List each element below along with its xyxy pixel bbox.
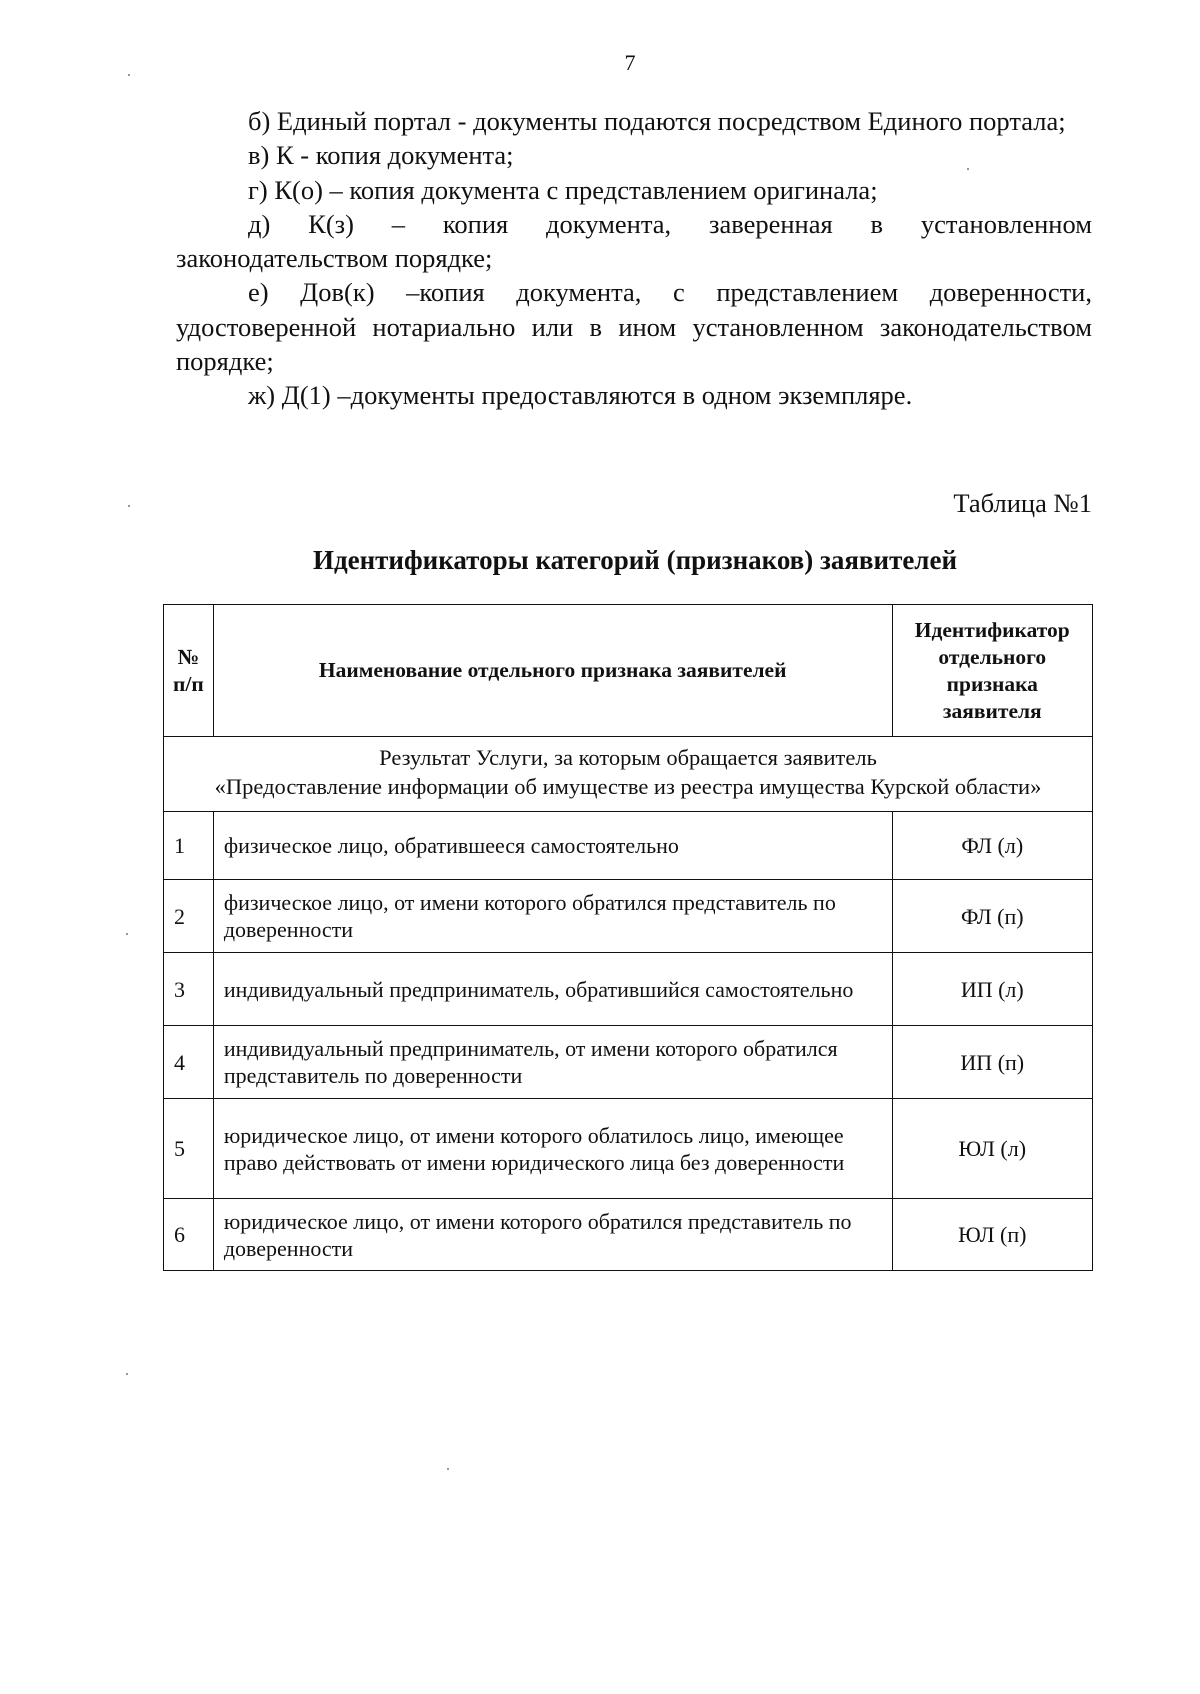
scan-speck [126, 1373, 128, 1375]
scan-speck [126, 933, 128, 935]
row-name: индивидуальный предприниматель, обратившийся самостоятельно [213, 953, 892, 1026]
table-row [164, 1026, 1093, 1099]
intro-text [176, 104, 1092, 413]
definition-d: д) К(з) – копия документа, заверенная в установленном законодательством порядке; [176, 208, 1092, 274]
section-row [164, 737, 1093, 812]
table-row [164, 880, 1093, 953]
table-row [164, 953, 1093, 1026]
section-cell [164, 737, 1093, 812]
section-line-2: «Предоставление информации об имуществе из реестра имущества Курской области» [214, 774, 1042, 799]
table-caption: Таблица №1 [953, 488, 1092, 518]
table-row [164, 1099, 1093, 1199]
header-num: № п/п [164, 605, 214, 737]
definition-e: е) Дов(к) –копия документа, с представлением доверенности, удостоверенной нотариально или в ином установленном законодательством порядке; [176, 277, 1092, 377]
row-name: юридическое лицо, от имени которого обратился представитель по доверенности [213, 1199, 892, 1271]
header-name: Наименование отдельного признака заявителей [213, 605, 892, 737]
row-name: юридическое лицо, от имени которого облатилось лицо, имеющее право действовать от имени юридического лица без доверенности [213, 1099, 892, 1199]
section-line-1: Результат Услуги, за которым обращается заявитель [379, 745, 877, 770]
definition-v: в) К - копия документа; [248, 140, 514, 171]
row-name: физическое лицо, от имени которого обратился представитель по доверенности [213, 880, 892, 953]
row-num: 5 [164, 1099, 214, 1199]
row-num: 6 [164, 1199, 214, 1271]
scan-speck [128, 505, 130, 507]
row-id: ЮЛ (л) [892, 1099, 1092, 1199]
table-row [164, 1199, 1093, 1271]
definition-b: б) Единый портал - документы подаются посредством Единого портала; [248, 106, 1066, 136]
scan-speck [447, 1468, 449, 1470]
table-row [164, 812, 1093, 880]
row-id: ФЛ (п) [892, 880, 1092, 953]
row-num: 1 [164, 812, 214, 880]
page-number: 7 [624, 50, 636, 75]
row-name: физическое лицо, обратившееся самостоятельно [213, 812, 892, 880]
row-num: 4 [164, 1026, 214, 1099]
row-id: ИП (л) [892, 953, 1092, 1026]
row-id: ЮЛ (п) [892, 1199, 1092, 1271]
header-id: Идентификатор отдельного признака заявителя [892, 605, 1092, 737]
definition-g: г) К(о) – копия документа с представлением оригинала; [248, 174, 878, 205]
row-name: индивидуальный предприниматель, от имени которого обратился представитель по доверенности [213, 1026, 892, 1099]
row-id: ФЛ (л) [892, 812, 1092, 880]
definition-zh: ж) Д(1) –документы предоставляются в одном экземпляре. [248, 380, 913, 411]
row-num: 3 [164, 953, 214, 1026]
table-header-row [164, 605, 1093, 737]
scan-speck [967, 168, 969, 170]
scan-speck [128, 74, 130, 76]
row-id: ИП (п) [892, 1026, 1092, 1099]
applicant-categories-table [163, 604, 1093, 1271]
table-title: Идентификаторы категорий (признаков) заявителей [312, 545, 958, 575]
row-num: 2 [164, 880, 214, 953]
